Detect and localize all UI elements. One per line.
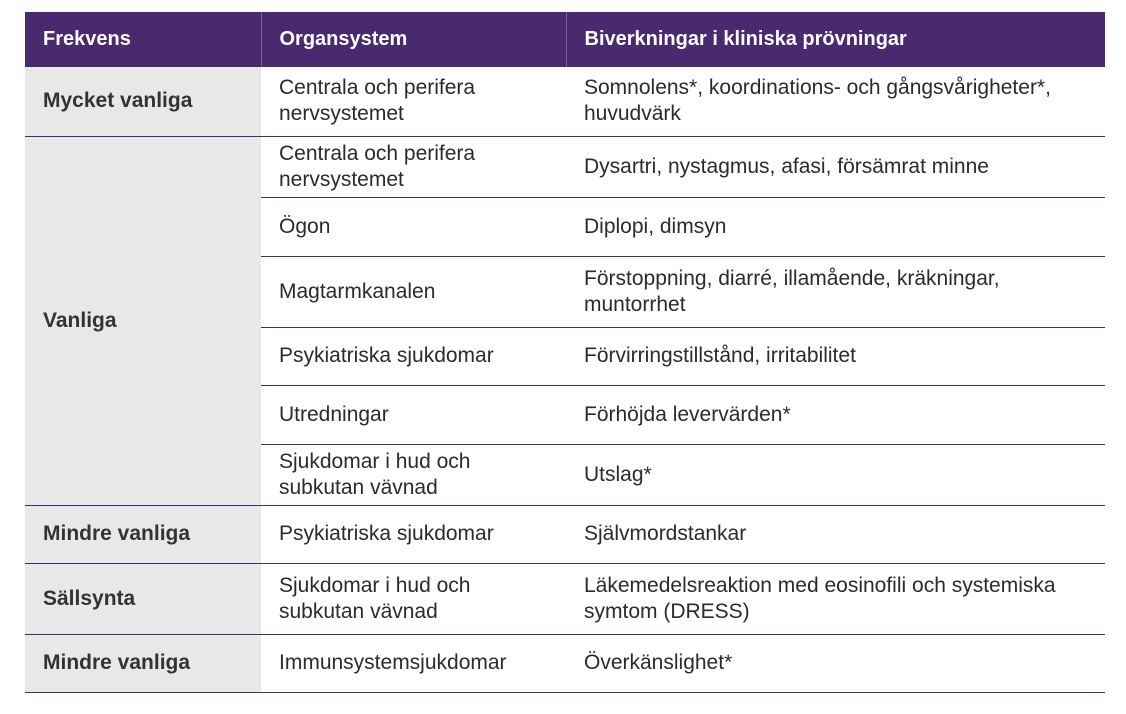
frequency-cell: Mindre vanliga [25,505,261,563]
header-frequency: Frekvens [25,12,261,67]
table-row [25,136,1105,197]
header-organ-system: Organsystem [261,12,566,67]
organ-cell: Centrala och perifera nervsystemet [261,67,566,136]
table-header [25,12,1105,67]
organ-cell: Psykiatriska sjukdomar [261,505,566,563]
organ-cell: Psykiatriska sjukdomar [261,327,566,385]
organ-cell: Centrala och perifera nervsystemet [261,136,566,197]
organ-cell: Sjukdomar i hud och subkutan vävnad [261,563,566,634]
table-row [25,634,1105,692]
header-reactions: Biverkningar i kliniska prövningar [566,12,1105,67]
reaction-cell: Läkemedelsreaktion med eosinofili och systemiska symtom (DRESS) [566,563,1105,634]
reaction-cell: Överkänslighet* [566,634,1105,692]
reaction-cell: Diplopi, dimsyn [566,197,1105,256]
table-row [25,67,1105,136]
reaction-cell: Självmordstankar [566,505,1105,563]
organ-cell: Sjukdomar i hud och subkutan vävnad [261,444,566,505]
frequency-cell: Sällsynta [25,563,261,634]
frequency-cell: Mindre vanliga [25,634,261,692]
organ-cell: Ögon [261,197,566,256]
reaction-cell: Utslag* [566,444,1105,505]
frequency-cell: Vanliga [25,136,261,505]
reaction-cell: Förhöjda levervärden* [566,385,1105,444]
organ-cell: Immunsystemsjukdomar [261,634,566,692]
reaction-cell: Förstoppning, diarré, illamående, kräkningar, muntorrhet [566,256,1105,327]
organ-cell: Utredningar [261,385,566,444]
table-row [25,563,1105,634]
frequency-cell: Mycket vanliga [25,67,261,136]
reaction-cell: Somnolens*, koordinations- och gångsvårigheter*, huvudvärk [566,67,1105,136]
reaction-cell: Förvirringstillstånd, irritabilitet [566,327,1105,385]
reaction-cell: Dysartri, nystagmus, afasi, försämrat minne [566,136,1105,197]
adverse-reactions-table [25,12,1105,693]
organ-cell: Magtarmkanalen [261,256,566,327]
adverse-reactions-table-container [25,12,1105,693]
table-row [25,505,1105,563]
